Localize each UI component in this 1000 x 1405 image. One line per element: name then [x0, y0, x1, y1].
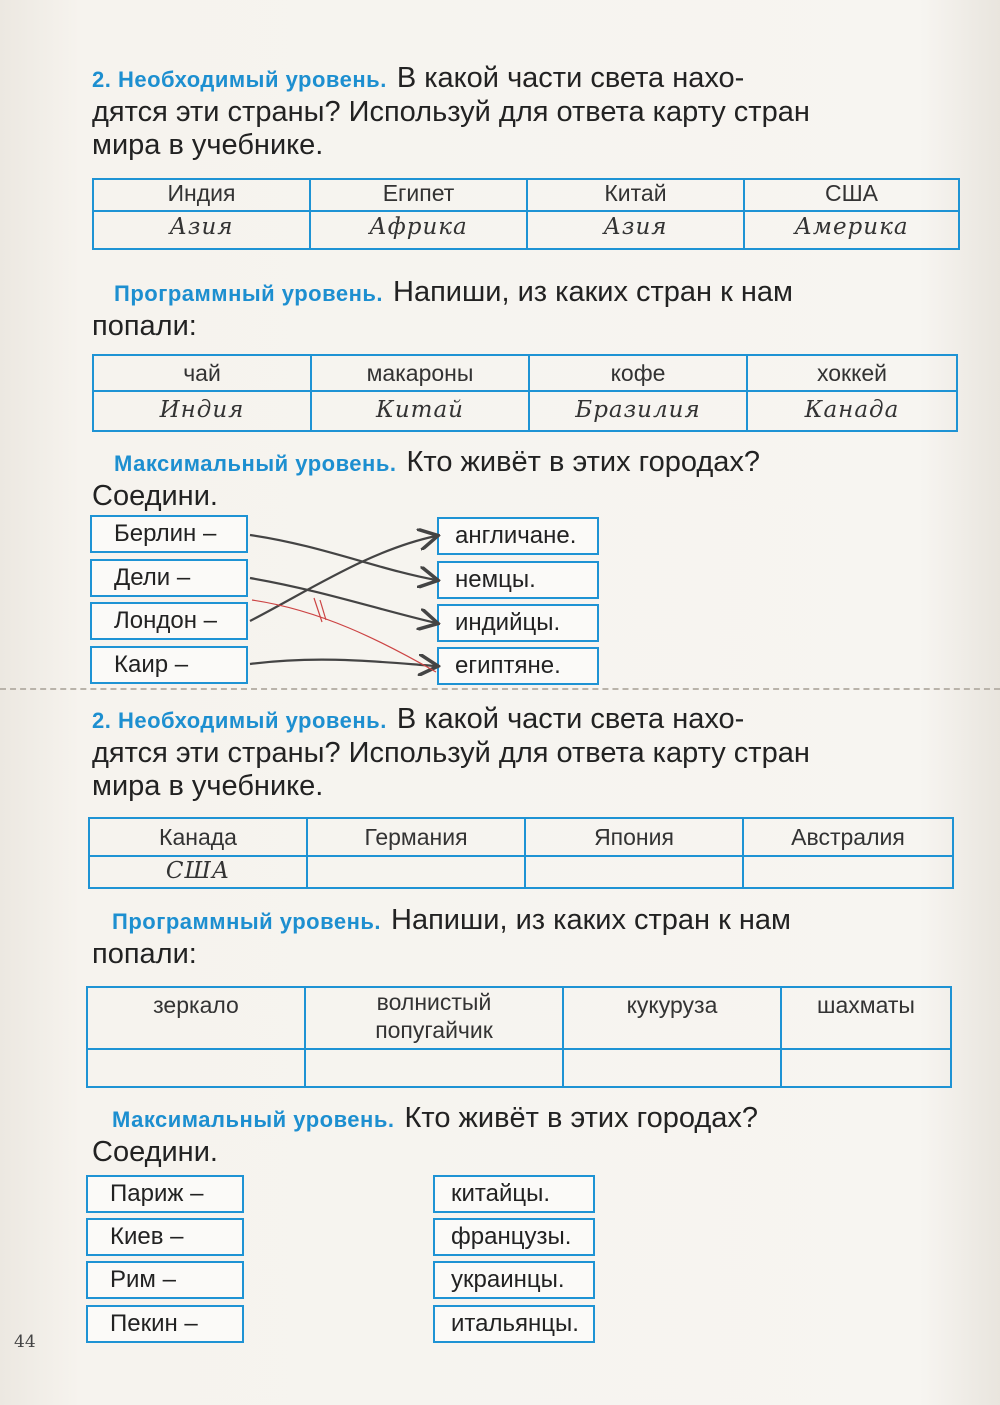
s1-q1-header-cell: Египет: [310, 179, 527, 211]
s1-people-box[interactable]: египтяне.: [437, 647, 599, 685]
page-number: 44: [14, 1332, 36, 1352]
s2-q1-answer-cell[interactable]: [307, 856, 525, 888]
s1-q1-header-cell: США: [744, 179, 959, 211]
s2-q2-level: Программный уровень.: [112, 909, 382, 934]
s2-city-box[interactable]: Пекин –: [86, 1305, 244, 1343]
s1-people-box[interactable]: немцы.: [437, 561, 599, 599]
s2-people-box[interactable]: французы.: [433, 1218, 595, 1256]
s2-q3-prompt: [92, 1102, 962, 1169]
s2-q3-line1: Кто живёт в этих городах?: [404, 1102, 759, 1134]
s2-people-box[interactable]: украинцы.: [433, 1261, 595, 1299]
s2-q1-line3: мира в учебнике.: [92, 770, 324, 802]
s1-q1-line2: дятся эти страны? Используй для ответа карту стран: [92, 96, 810, 128]
connection-line: [250, 578, 436, 623]
connection-line: [250, 660, 436, 666]
s1-q2-answer-cell[interactable]: Китай: [311, 391, 529, 431]
s1-q1-header-cell: Китай: [527, 179, 744, 211]
s2-q2-answer-cell[interactable]: [305, 1049, 563, 1087]
s1-q1-header-cell: Индия: [93, 179, 310, 211]
s1-q1-answer-cell[interactable]: Азия: [93, 211, 310, 249]
s1-q3-line2: Соедини.: [92, 480, 218, 512]
s1-q2-line1: Напиши, из каких стран к нам: [393, 276, 793, 308]
s2-q2-answer-cell[interactable]: [781, 1049, 951, 1087]
s2-q2-header-cell: кукуруза: [563, 987, 781, 1049]
s2-people-box[interactable]: итальянцы.: [433, 1305, 595, 1343]
s2-q2-answer-cell[interactable]: [563, 1049, 781, 1087]
s2-q2-prompt: [92, 904, 962, 971]
s2-q2-table: [86, 986, 952, 1088]
s1-q1-line3: мира в учебнике.: [92, 129, 324, 161]
connection-line: [250, 536, 436, 621]
s1-q2-answer-cell[interactable]: Канада: [747, 391, 957, 431]
s2-q2-line2: попали:: [92, 938, 197, 970]
s2-q2-answer-cell[interactable]: [87, 1049, 305, 1087]
s2-q1-header-cell: Япония: [525, 818, 743, 856]
s2-q1-level: 2. Необходимый уровень.: [92, 708, 387, 733]
s2-q1-answer-cell[interactable]: [525, 856, 743, 888]
s1-q1-level: 2. Необходимый уровень.: [92, 67, 387, 92]
s2-q1-answer-cell[interactable]: [743, 856, 953, 888]
s2-q1-prompt: [92, 703, 962, 803]
s2-q1-line2: дятся эти страны? Используй для ответа карту стран: [92, 737, 810, 769]
s2-q3-level: Максимальный уровень.: [112, 1107, 395, 1132]
s2-city-box[interactable]: Рим –: [86, 1261, 244, 1299]
s2-q2-header-cell: волнистый попугайчик: [305, 987, 563, 1049]
s2-city-box[interactable]: Париж –: [86, 1175, 244, 1213]
s1-q2-answer-cell[interactable]: Бразилия: [529, 391, 747, 431]
s1-people-box[interactable]: индийцы.: [437, 604, 599, 642]
s1-q1-line1: В какой части света нахо-: [396, 62, 745, 94]
s1-q2-line2: попали:: [92, 310, 197, 342]
connection-line: [250, 535, 436, 580]
s1-q2-answer-cell[interactable]: Индия: [93, 391, 311, 431]
s1-q2-header-cell: хоккей: [747, 355, 957, 391]
s2-q1-header-cell: Германия: [307, 818, 525, 856]
s1-q1-answer-cell[interactable]: Америка: [744, 211, 959, 249]
s1-city-box[interactable]: Берлин –: [90, 515, 248, 553]
s1-q2-header-cell: чай: [93, 355, 311, 391]
s1-city-box[interactable]: Дели –: [90, 559, 248, 597]
s1-q1-answer-cell[interactable]: Азия: [527, 211, 744, 249]
s2-q3-line2: Соедини.: [92, 1136, 218, 1168]
s1-q2-header-cell: кофе: [529, 355, 747, 391]
s2-q1-answer-cell[interactable]: США: [89, 856, 307, 888]
s2-q1-header-cell: Австралия: [743, 818, 953, 856]
s2-q2-header-cell: шахматы: [781, 987, 951, 1049]
page-fold-divider: [0, 688, 1000, 690]
s1-q3-level: Максимальный уровень.: [114, 451, 397, 476]
s1-q1-answer-cell[interactable]: Африка: [310, 211, 527, 249]
s1-q3-line1: Кто живёт в этих городах?: [406, 446, 761, 478]
s2-city-box[interactable]: Киев –: [86, 1218, 244, 1256]
s2-q1-table: [88, 817, 954, 889]
s2-q2-header-cell: зеркало: [87, 987, 305, 1049]
s1-city-box[interactable]: Каир –: [90, 646, 248, 684]
s2-q1-line1: В какой части света нахо-: [396, 703, 745, 735]
s2-q2-line1: Напиши, из каких стран к нам: [391, 904, 791, 936]
s1-q2-header-cell: макароны: [311, 355, 529, 391]
s1-city-box[interactable]: Лондон –: [90, 602, 248, 640]
s2-people-box[interactable]: китайцы.: [433, 1175, 595, 1213]
s1-q2-level: Программный уровень.: [114, 281, 384, 306]
s2-q1-header-cell: Канада: [89, 818, 307, 856]
s1-people-box[interactable]: англичане.: [437, 517, 599, 555]
